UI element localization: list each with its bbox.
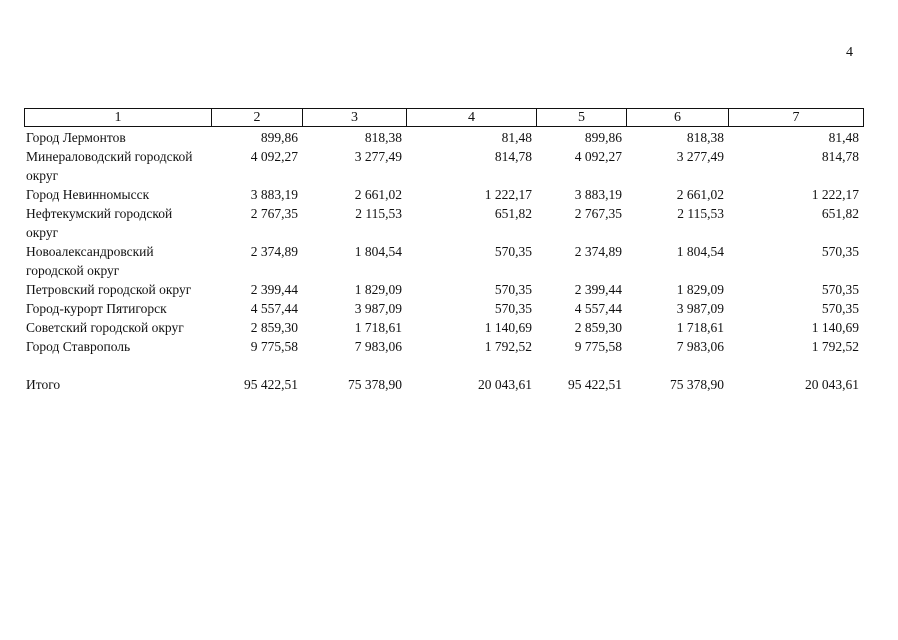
- table-row: [24, 280, 863, 299]
- value-cell: 3 987,09: [354, 301, 402, 316]
- value-cell: 1 222,17: [811, 187, 859, 202]
- value-cell: 4 092,27: [250, 149, 298, 164]
- value-cell: 2 374,89: [250, 244, 298, 259]
- table-row: [24, 185, 863, 204]
- value-cell: 1 804,54: [676, 244, 724, 259]
- value-cell: 1 792,52: [811, 339, 859, 354]
- municipality-name: Петровский городской округ: [26, 282, 192, 297]
- total-row: [24, 375, 863, 394]
- value-cell: 2 115,53: [677, 206, 724, 221]
- value-cell: 814,78: [494, 149, 532, 164]
- data-table: [24, 128, 863, 394]
- table-row: [24, 147, 863, 185]
- table-row: [24, 128, 863, 147]
- value-cell: 570,35: [821, 244, 859, 259]
- value-cell: 818,38: [364, 130, 402, 145]
- value-cell: 3 277,49: [354, 149, 402, 164]
- value-cell: 1 140,69: [811, 320, 859, 335]
- value-cell: 81,48: [501, 130, 532, 145]
- value-cell: 4 092,27: [574, 149, 622, 164]
- municipality-name: Нефтекумский городской округ: [26, 206, 173, 240]
- total-value: 95 422,51: [568, 377, 622, 392]
- value-cell: 1 140,69: [484, 320, 532, 335]
- total-label: Итого: [26, 377, 61, 392]
- value-cell: 2 399,44: [574, 282, 622, 297]
- total-value: 75 378,90: [348, 377, 402, 392]
- value-cell: 1 222,17: [484, 187, 532, 202]
- value-cell: 570,35: [494, 244, 532, 259]
- municipality-name: Минераловодский городской округ: [26, 149, 193, 183]
- value-cell: 1 829,09: [676, 282, 724, 297]
- table-row: [24, 242, 863, 280]
- header-cell: 6: [627, 109, 729, 127]
- header-cell: 5: [537, 109, 627, 127]
- value-cell: 2 374,89: [574, 244, 622, 259]
- value-cell: 2 859,30: [574, 320, 622, 335]
- value-cell: 4 557,44: [574, 301, 622, 316]
- municipality-name: Город Лермонтов: [26, 130, 126, 145]
- value-cell: 1 804,54: [354, 244, 402, 259]
- value-cell: 2 767,35: [250, 206, 298, 221]
- value-cell: 2 661,02: [676, 187, 724, 202]
- value-cell: 3 987,09: [676, 301, 724, 316]
- value-cell: 2 115,53: [355, 206, 402, 221]
- value-cell: 2 399,44: [250, 282, 298, 297]
- value-cell: 9 775,58: [250, 339, 298, 354]
- value-cell: 651,82: [494, 206, 532, 221]
- total-value: 20 043,61: [805, 377, 859, 392]
- total-value: 20 043,61: [478, 377, 532, 392]
- value-cell: 81,48: [828, 130, 859, 145]
- value-cell: 899,86: [260, 130, 298, 145]
- value-cell: 651,82: [821, 206, 859, 221]
- header-cell: 3: [303, 109, 407, 127]
- value-cell: 570,35: [821, 301, 859, 316]
- value-cell: 3 277,49: [676, 149, 724, 164]
- value-cell: 818,38: [686, 130, 724, 145]
- value-cell: 570,35: [494, 301, 532, 316]
- value-cell: 7 983,06: [676, 339, 724, 354]
- page-number: 4: [846, 45, 853, 60]
- value-cell: 2 661,02: [354, 187, 402, 202]
- table-row: [24, 299, 863, 318]
- value-cell: 4 557,44: [250, 301, 298, 316]
- table-row: [24, 204, 863, 242]
- municipality-name: Советский городской округ: [26, 320, 184, 335]
- column-number-header: [24, 108, 864, 127]
- total-value: 95 422,51: [244, 377, 298, 392]
- value-cell: 3 883,19: [574, 187, 622, 202]
- table-row: [24, 337, 863, 356]
- value-cell: 814,78: [821, 149, 859, 164]
- value-cell: 899,86: [584, 130, 622, 145]
- value-cell: 1 792,52: [484, 339, 532, 354]
- table-row: [24, 318, 863, 337]
- value-cell: 2 859,30: [250, 320, 298, 335]
- value-cell: 1 718,61: [354, 320, 402, 335]
- value-cell: 1 829,09: [354, 282, 402, 297]
- municipality-name: Новоалександровский городской округ: [26, 244, 154, 278]
- value-cell: 570,35: [821, 282, 859, 297]
- spacer-cell: [24, 356, 863, 375]
- total-value: 75 378,90: [670, 377, 724, 392]
- header-cell: 2: [212, 109, 303, 127]
- spacer-row: [24, 356, 863, 375]
- value-cell: 3 883,19: [250, 187, 298, 202]
- value-cell: 7 983,06: [354, 339, 402, 354]
- header-cell: 4: [407, 109, 537, 127]
- value-cell: 9 775,58: [574, 339, 622, 354]
- header-cell: 1: [25, 109, 212, 127]
- value-cell: 1 718,61: [676, 320, 724, 335]
- header-row: [25, 109, 864, 127]
- header-cell: 7: [729, 109, 864, 127]
- municipality-name: Город-курорт Пятигорск: [26, 301, 167, 316]
- value-cell: 570,35: [494, 282, 532, 297]
- municipality-name: Город Невинномысск: [26, 187, 150, 202]
- value-cell: 2 767,35: [574, 206, 622, 221]
- municipality-name: Город Ставрополь: [26, 339, 131, 354]
